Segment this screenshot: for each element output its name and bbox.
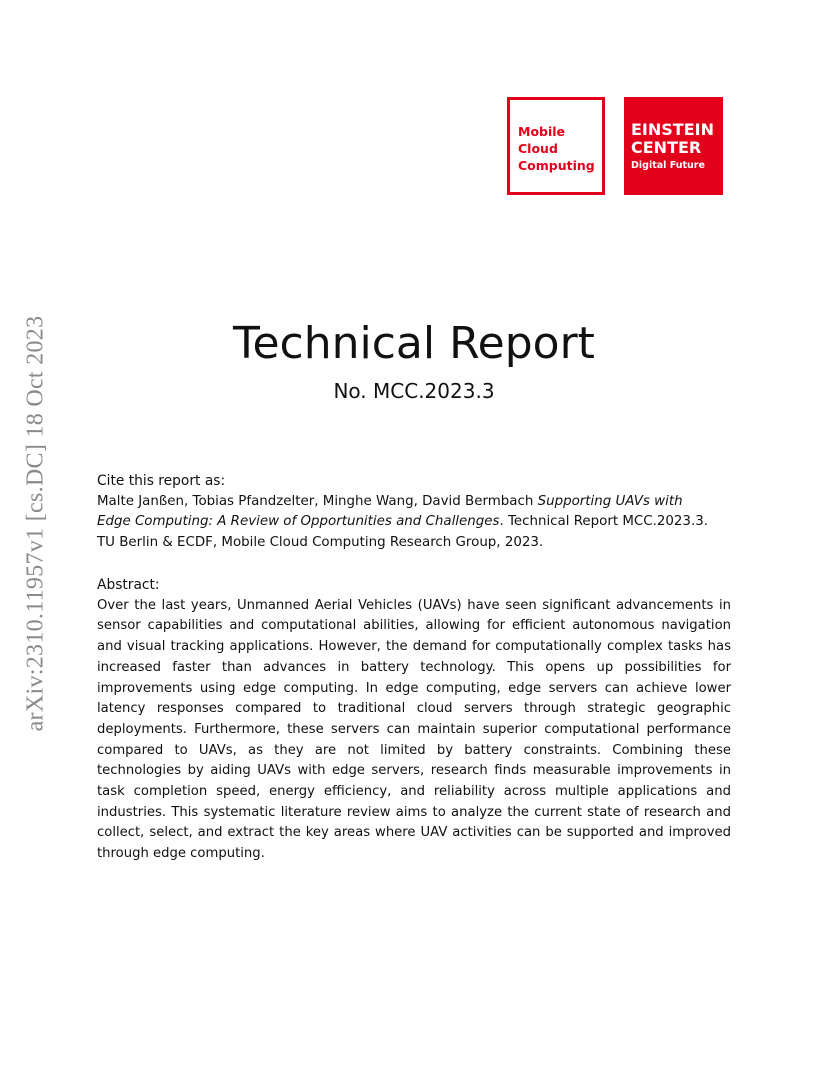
mcc-logo-line-2: Cloud xyxy=(518,141,558,156)
abstract-body: Over the last years, Unmanned Aerial Vehicles (UAVs) have seen significant advancements in sensor capabilities and computational abilities, allowing for efficient autonomous navigation and visual tracking applications. However, the demand for computationally complex tasks has increased faster than advances in battery technology. This opens up possibilities for improvements using edge computing. In edge computing, edge servers can achieve lower latency responses compared to traditional cloud servers through strategic geographic deployments. Furthermore, these servers can maintain superior computational performance compared to UAVs, as they are not limited by battery constraints. Combining these technologies by aiding UAVs with edge servers, research finds measurable improvements in task completion speed, energy efficiency, and reliability across multiple applications and industries. This systematic literature review aims to analyze the current state of research and collect, select, and extract the key areas where UAV activities can be supported and improved through edge computing. xyxy=(97,597,731,862)
report-title: Technical Report xyxy=(233,318,595,369)
arxiv-identifier-text: arXiv:2310.11957v1 [cs.DC] 18 Oct 2023 xyxy=(22,315,49,731)
citation-report-reference: . Technical Report MCC.2023.3. xyxy=(499,514,708,530)
abstract-heading: Abstract: xyxy=(97,577,160,593)
citation-authors: Malte Janßen, Tobias Pfandzelter, Minghe Wang, David Bermbach xyxy=(97,493,534,509)
abstract-section xyxy=(97,575,731,865)
citation-line-1 xyxy=(97,492,731,513)
citation-paper-title-part-1: Supporting UAVs with xyxy=(537,493,683,509)
citation-section xyxy=(97,471,731,554)
citation-affiliation: TU Berlin & ECDF, Mobile Cloud Computing Research Group, 2023. xyxy=(97,535,544,551)
report-number: No. MCC.2023.3 xyxy=(333,379,495,403)
citation-line-2 xyxy=(97,512,731,533)
ecdf-logo-line-2: CENTER xyxy=(631,138,702,157)
ecdf-logo-line-1: EINSTEIN xyxy=(631,120,714,139)
ecdf-logo-line-3: Digital Future xyxy=(631,160,705,171)
mcc-logo-line-1: Mobile xyxy=(518,124,566,139)
einstein-center-logo xyxy=(624,97,723,195)
mcc-logo-line-3: Computing xyxy=(518,158,595,173)
citation-paper-title-part-2: Edge Computing: A Review of Opportunities and Challenges xyxy=(97,514,500,530)
mobile-cloud-computing-logo xyxy=(507,97,605,195)
citation-heading: Cite this report as: xyxy=(97,473,226,489)
